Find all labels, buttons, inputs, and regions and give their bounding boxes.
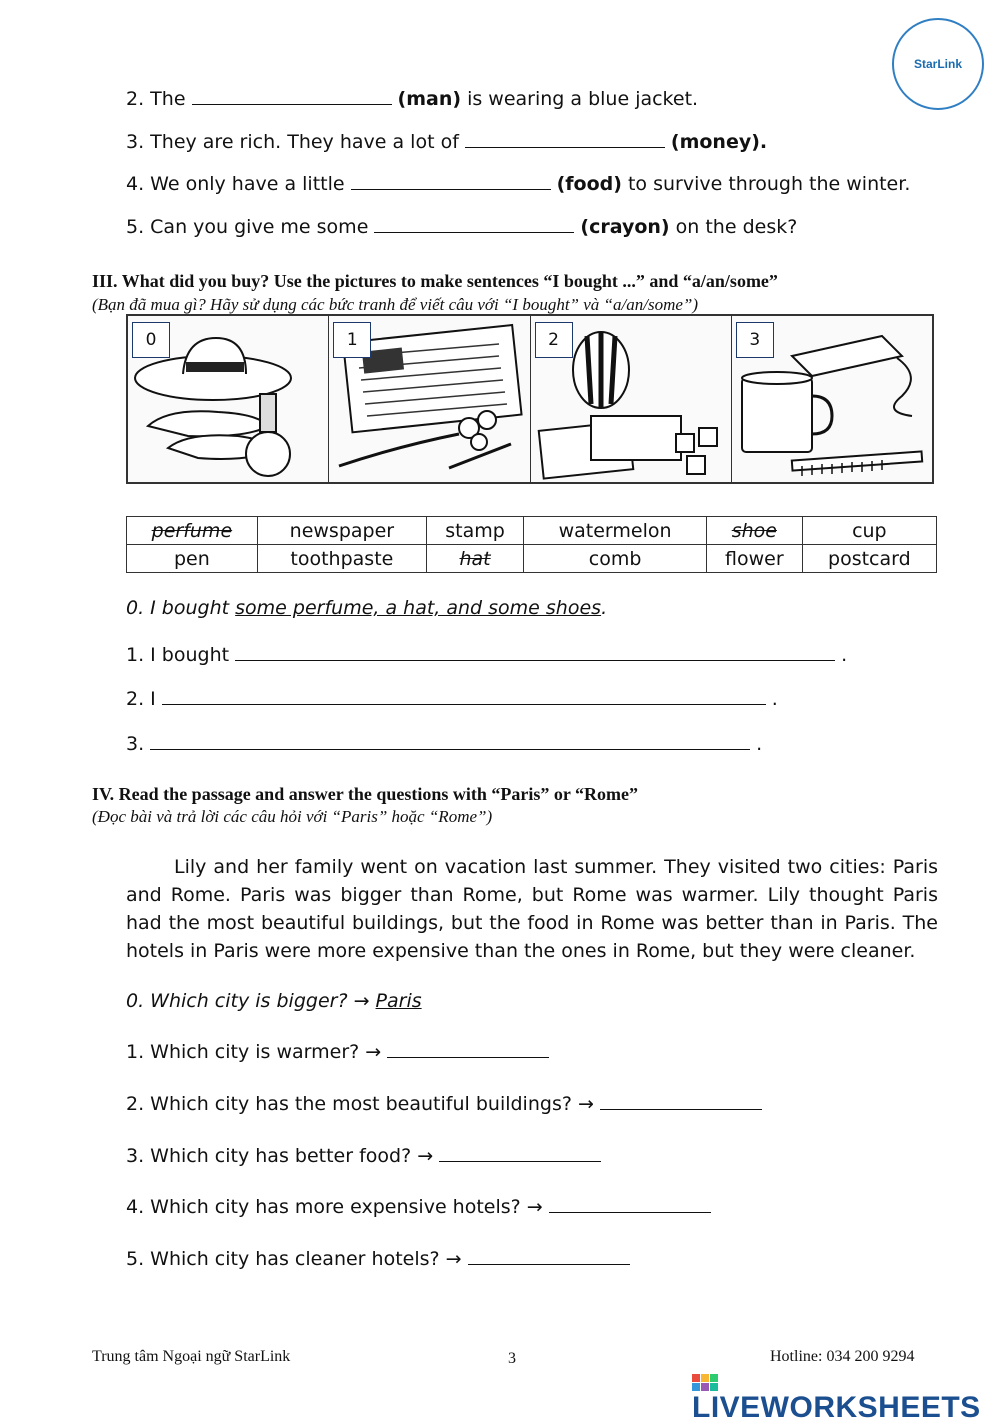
section-4-question-2: 2. Which city has the most beautiful buildings? → [126,1093,768,1115]
picture-number: 1 [333,322,371,358]
logo-text: StarLink [913,57,962,71]
answer-blank[interactable] [351,188,551,190]
picture-strip [126,314,934,484]
section-4-subheading: (Đọc bài và trả lời các câu hỏi với “Paris” hoặc “Rome”) [92,807,493,826]
word-cell: toothpaste [257,545,426,573]
exercise-item-2: 2. The (man) is wearing a blue jacket. [126,88,699,110]
liveworksheets-logo [692,1372,1000,1425]
word-cell: shoe [707,517,803,545]
section-3-question-2: 2. I . [126,688,778,710]
liveworksheets-icon [692,1374,718,1391]
word-cell: comb [524,545,707,573]
section-3-question-3: 3. . [126,733,763,755]
answer-blank[interactable] [549,1211,711,1213]
answer-blank[interactable] [600,1108,762,1110]
starlink-logo [892,18,984,110]
word-cell: postcard [802,545,936,573]
answer-blank[interactable] [439,1160,601,1162]
answer-blank[interactable] [162,703,766,705]
exercise-item-4: 4. We only have a little (food) to survive through the winter. [126,173,911,195]
picture-number: 0 [132,322,170,358]
word-cell: perfume [127,517,258,545]
table-row [127,517,937,545]
section-4-question-4: 4. Which city has more expensive hotels? → [126,1196,717,1218]
answer-blank[interactable] [192,103,392,105]
exercise-item-5: 5. Can you give me some (crayon) on the desk? [126,216,798,238]
word-cell: newspaper [257,517,426,545]
section-4-question-3: 3. Which city has better food? → [126,1145,607,1167]
section-4-question-1: 1. Which city is warmer? → [126,1041,555,1063]
section-4-example: 0. Which city is bigger? → Paris [126,990,422,1012]
word-cell: stamp [426,517,523,545]
table-row [127,545,937,573]
picture-1 [329,316,530,482]
word-cell: watermelon [524,517,707,545]
footer-center-name: Trung tâm Ngoại ngữ StarLink [92,1348,291,1365]
section-4-heading: IV. Read the passage and answer the questions with “Paris” or “Rome” [92,784,639,804]
answer-blank[interactable] [468,1263,630,1265]
word-cell: cup [802,517,936,545]
picture-2 [531,316,732,482]
picture-0 [128,316,329,482]
picture-number: 2 [535,322,573,358]
footer-hotline: Hotline: 034 200 9294 [770,1348,915,1365]
section-3-subheading: (Bạn đã mua gì? Hãy sử dụng các bức tranh để viết câu với “I bought” và “a/an/some”) [92,295,699,314]
reading-passage: Lily and her family went on vacation last summer. They visited two cities: Paris and Rome. Paris was bigger than Rome, but Rome was warmer. Lily thought Paris had the most beautiful buildings, but the food in Rome was better than in Paris. The hotels in Paris were more expensive than the ones in Rome, but they were cleaner. [126,856,938,962]
section-4-question-5: 5. Which city has cleaner hotels? → [126,1248,636,1270]
answer-blank[interactable] [374,231,574,233]
section-3-question-1: 1. I bought . [126,644,848,666]
exercise-item-3: 3. They are rich. They have a lot of (money). [126,131,768,153]
answer-blank[interactable] [465,146,665,148]
word-cell: flower [707,545,803,573]
liveworksheets-wordmark: LIVEWORKSHEETS [692,1391,981,1424]
picture-number: 3 [736,322,774,358]
picture-3 [732,316,932,482]
word-bank-table [126,516,937,573]
section-3-heading: III. What did you buy? Use the pictures to make sentences “I bought ...” and “a/an/some” [92,271,778,291]
answer-blank[interactable] [235,659,835,661]
word-cell: pen [127,545,258,573]
answer-blank[interactable] [387,1056,549,1058]
word-cell: hat [426,545,523,573]
answer-blank[interactable] [150,748,750,750]
page-number: 3 [508,1350,516,1367]
section-3-example: 0. I bought some perfume, a hat, and some shoes. [126,597,608,619]
